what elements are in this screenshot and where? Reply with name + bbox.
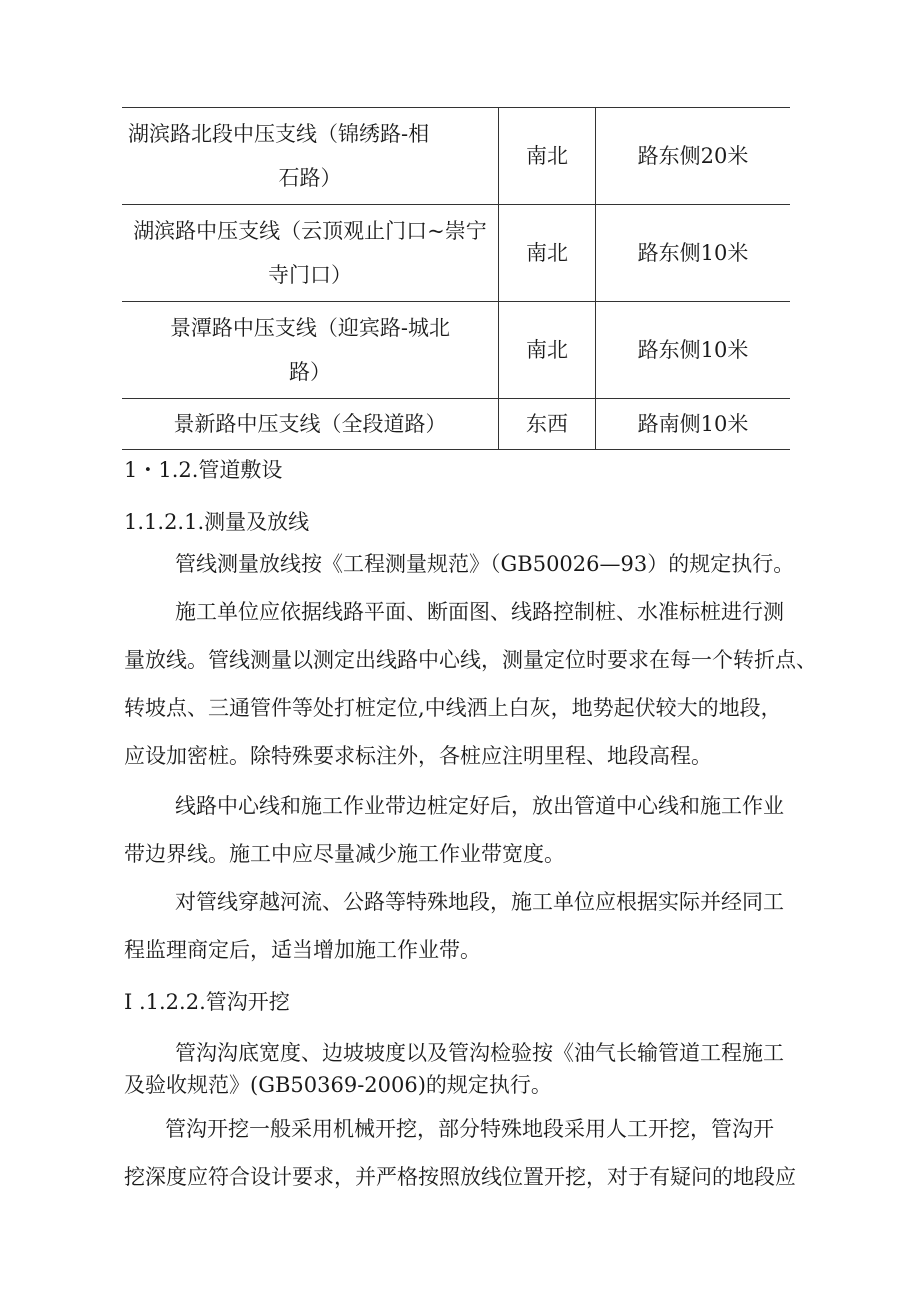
direction-cell: 东西 — [499, 399, 596, 450]
paragraph-line: 挖深度应符合设计要求，并严格按照放线位置开挖，对于有疑问的地段应 — [124, 1165, 796, 1189]
paragraph-line: 及验收规范》(GB50369-2006)的规定执行。 — [124, 1073, 552, 1097]
route-name-line1: 湖滨路北段中压支线（锦绣路-相 — [128, 122, 430, 146]
route-name-line1: 景新路中压支线（全段道路） — [173, 412, 447, 436]
paragraph-line: 管线测量放线按《工程测量规范》（GB50026—93）的规定执行。 — [175, 552, 795, 576]
position-cell: 路东侧20米 — [596, 108, 791, 205]
paragraph-line: 对管线穿越河流、公路等特殊地段，施工单位应根据实际并经同工 — [175, 890, 784, 914]
route-name-cell — [122, 205, 499, 302]
direction-cell: 南北 — [499, 108, 596, 205]
paragraph-line: 程监理商定后，适当增加施工作业带。 — [124, 938, 481, 962]
paragraph-line: 管沟沟底宽度、边坡坡度以及管沟检验按《油气长输管道工程施工 — [175, 1041, 784, 1065]
paragraph-line: 施工单位应依据线路平面、断面图、线路控制桩、水准标桩进行测 — [175, 600, 784, 624]
direction-cell: 南北 — [499, 302, 596, 399]
paragraph-line: 量放线。管线测量以测定出线路中心线，测量定位时要求在每一个转折点、 — [124, 648, 817, 672]
route-name-cell — [122, 302, 499, 399]
route-name-line2: 路） — [289, 360, 331, 384]
table-row — [122, 205, 790, 302]
pipeline-route-table — [122, 107, 790, 450]
route-name-cell — [122, 108, 499, 205]
paragraph-line: 应设加密桩。除特殊要求标注外，各桩应注明里程、地段高程。 — [124, 744, 712, 768]
direction-cell: 南北 — [499, 205, 596, 302]
route-name-line2: 石路） — [278, 166, 342, 190]
table-row — [122, 302, 790, 399]
paragraph-line: 管沟开挖一般采用机械开挖，部分特殊地段采用人工开挖，管沟开 — [165, 1117, 774, 1141]
position-cell: 路东侧10米 — [596, 205, 791, 302]
subsection-heading: 1.1.2.1.测量及放线 — [124, 510, 310, 534]
paragraph-line: 线路中心线和施工作业带边桩定好后，放出管道中心线和施工作业 — [175, 794, 784, 818]
paragraph-line: 转坡点、三通管件等处打桩定位,中线洒上白灰，地势起伏较大的地段， — [124, 696, 782, 720]
route-name-cell — [122, 399, 499, 450]
section-heading: 1・1.2.管道敷设 — [124, 458, 283, 482]
subsection-heading: I .1.2.2.管沟开挖 — [124, 990, 290, 1014]
table-row — [122, 399, 790, 450]
paragraph-line: 带边界线。施工中应尽量减少施工作业带宽度。 — [124, 842, 565, 866]
table-row — [122, 108, 790, 205]
route-name-line1: 景潭路中压支线（迎宾路-城北 — [169, 316, 451, 340]
route-name-line1: 湖滨路中压支线（云顶观止门口~崇宁 — [133, 219, 487, 243]
position-cell: 路东侧10米 — [596, 302, 791, 399]
position-cell: 路南侧10米 — [596, 399, 791, 450]
route-name-line2: 寺门口） — [268, 263, 352, 287]
